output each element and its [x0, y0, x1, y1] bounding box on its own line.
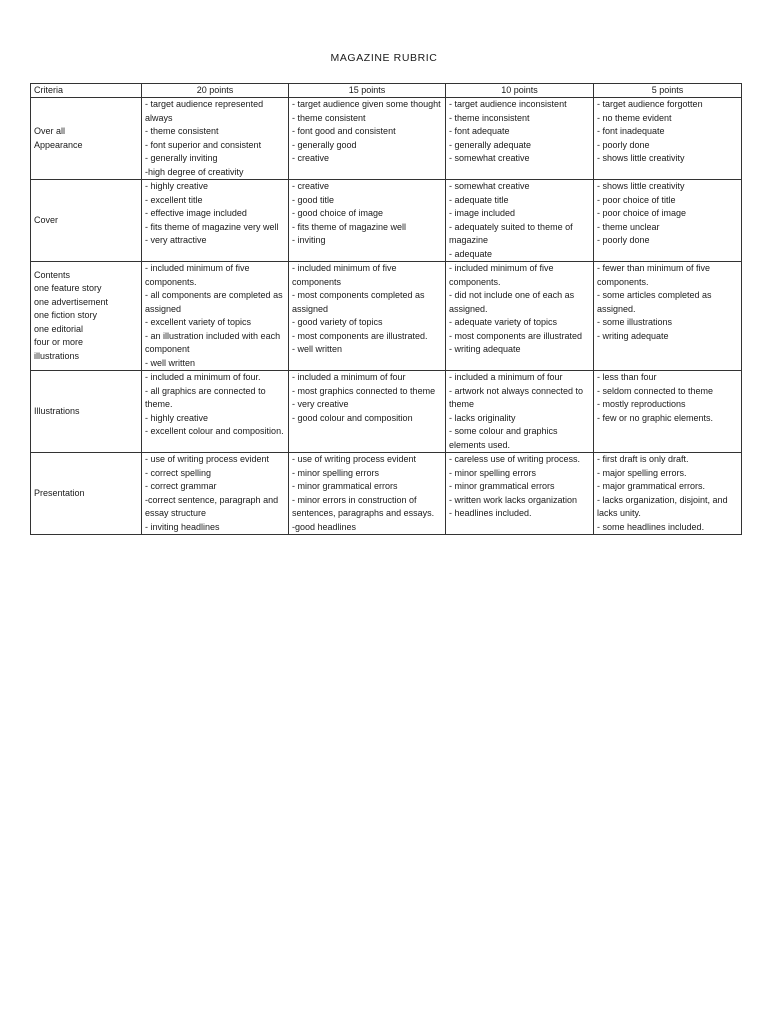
descriptor-line: - poorly done	[597, 235, 650, 245]
descriptor-line: - excellent colour and composition.	[145, 426, 284, 436]
descriptor-line: - an illustration included with each component	[145, 330, 281, 354]
score-cell-5-points	[594, 98, 742, 180]
descriptor-line: - creative	[292, 153, 330, 163]
score-cell-20-points	[142, 453, 289, 535]
criteria-line: one feature story	[34, 283, 102, 294]
descriptor-line: - good colour and composition	[292, 412, 413, 423]
descriptor-line: - some articles completed as assigned.	[597, 290, 712, 314]
descriptor-line: - most components completed as assigned	[292, 290, 425, 314]
descriptor-line: - written work lacks organization	[449, 494, 578, 505]
score-cell-5-points	[594, 453, 742, 535]
descriptor-line: - minor spelling errors	[292, 467, 380, 478]
descriptor-line: - font superior and consistent	[145, 139, 262, 150]
rubric-table	[30, 83, 742, 535]
descriptor-line: - some colour and graphics elements used.	[449, 426, 558, 450]
rubric-row-presentation	[31, 453, 742, 535]
score-cell-10-points	[446, 98, 594, 180]
descriptor-line: - writing adequate	[597, 330, 669, 341]
descriptor-line: - major spelling errors.	[597, 467, 687, 478]
descriptor-line: - lacks originality	[449, 412, 516, 423]
score-cell-10-points	[446, 453, 594, 535]
descriptor-line: - adequate title	[449, 194, 509, 205]
descriptor-line: - good choice of image	[292, 208, 384, 218]
descriptor-line: - font adequate	[449, 126, 510, 136]
column-header-15-points: 15 points	[289, 84, 446, 98]
descriptor-line: - target audience inconsistent	[449, 99, 567, 109]
criteria-line: Appearance	[34, 139, 83, 150]
rubric-row-illustrations	[31, 371, 742, 453]
descriptor-line: - seldom connected to theme	[597, 385, 714, 396]
descriptor-line: - first draft is only draft.	[597, 454, 689, 464]
criteria-line: Presentation	[34, 487, 85, 498]
descriptor-line: - use of writing process evident	[292, 454, 417, 464]
score-cell-20-points	[142, 180, 289, 262]
descriptor-line: - generally adequate	[449, 139, 532, 150]
descriptor-line: - poor choice of image	[597, 208, 687, 218]
descriptor-line: - fits theme of magazine well	[292, 221, 407, 232]
score-cell-15-points	[289, 180, 446, 262]
descriptor-line: - minor spelling errors	[449, 467, 537, 478]
criteria-line: one fiction story	[34, 310, 98, 321]
criteria-line: four or more	[34, 337, 84, 348]
descriptor-line: - theme inconsistent	[449, 112, 530, 123]
descriptor-line: - less than four	[597, 372, 657, 382]
score-cell-5-points	[594, 180, 742, 262]
descriptor-line: - fits theme of magazine very well	[145, 221, 279, 232]
score-cell-15-points	[289, 453, 446, 535]
descriptor-line: - correct spelling	[145, 467, 212, 478]
descriptor-line: - few or no graphic elements.	[597, 412, 714, 423]
descriptor-line: - careless use of writing process.	[449, 454, 581, 464]
descriptor-line: - target audience forgotten	[597, 99, 703, 109]
descriptor-line: - generally inviting	[145, 153, 218, 163]
descriptor-line: - lacks organization, disjoint, and lacks unity.	[597, 494, 728, 518]
descriptor-line: - highly creative	[145, 181, 209, 191]
criteria-cell	[31, 371, 142, 453]
descriptor-line: - included a minimum of four.	[145, 372, 261, 382]
descriptor-line: - most components are illustrated.	[292, 330, 428, 341]
descriptor-line: - target audience given some thought	[292, 99, 441, 109]
descriptor-line: - highly creative	[145, 412, 209, 423]
descriptor-line: - very creative	[292, 399, 349, 409]
descriptor-line: - poor choice of title	[597, 194, 676, 205]
descriptor-line: - correct grammar	[145, 481, 217, 491]
criteria-cell	[31, 453, 142, 535]
descriptor-line: - well written	[292, 344, 343, 354]
criteria-line: Over all	[34, 126, 66, 136]
descriptor-line: - minor grammatical errors	[292, 481, 398, 491]
descriptor-line: - adequate variety of topics	[449, 317, 558, 327]
descriptor-line: - included minimum of five components	[292, 263, 397, 287]
descriptor-line: - included minimum of five components.	[145, 263, 250, 287]
criteria-cell	[31, 180, 142, 262]
descriptor-line: -good headlines	[292, 521, 357, 532]
descriptor-line: - major grammatical errors.	[597, 481, 706, 491]
score-cell-5-points	[594, 371, 742, 453]
criteria-cell	[31, 262, 142, 371]
score-cell-20-points	[142, 371, 289, 453]
descriptor-line: - theme unclear	[597, 221, 660, 232]
score-cell-5-points	[594, 262, 742, 371]
rubric-body	[31, 98, 742, 535]
descriptor-line: - poorly done	[597, 139, 650, 150]
descriptor-line: - excellent title	[145, 194, 203, 205]
descriptor-line: -correct sentence, paragraph and essay structure	[145, 494, 279, 518]
criteria-line: Illustrations	[34, 405, 80, 416]
descriptor-line: - included minimum of five components.	[449, 263, 554, 287]
criteria-line: Contents	[34, 269, 71, 280]
page-title: MAGAZINE RUBRIC	[330, 52, 438, 64]
score-cell-20-points	[142, 262, 289, 371]
descriptor-line: - all graphics are connected to theme.	[145, 385, 266, 409]
score-cell-15-points	[289, 98, 446, 180]
descriptor-line: - mostly reproductions	[597, 399, 686, 409]
score-cell-15-points	[289, 262, 446, 371]
descriptor-line: - theme consistent	[145, 126, 219, 136]
criteria-line: illustrations	[34, 350, 80, 361]
header-row	[31, 84, 742, 98]
column-header-20-points: 20 points	[142, 84, 289, 98]
score-cell-10-points	[446, 371, 594, 453]
score-cell-20-points	[142, 98, 289, 180]
descriptor-line: - did not include one of each as assigned.	[449, 290, 575, 314]
descriptor-line: - generally good	[292, 139, 357, 150]
descriptor-line: - most graphics connected to theme	[292, 385, 436, 396]
criteria-cell	[31, 98, 142, 180]
descriptor-line: - font inadequate	[597, 126, 665, 136]
descriptor-line: - image included	[449, 208, 516, 218]
descriptor-line: - somewhat creative	[449, 181, 530, 191]
column-header-criteria: Criteria	[31, 84, 142, 98]
criteria-line: one editorial	[34, 323, 84, 334]
descriptor-line: - effective image included	[145, 208, 247, 218]
descriptor-line: - very attractive	[145, 235, 207, 245]
score-cell-15-points	[289, 371, 446, 453]
descriptor-line: - some illustrations	[597, 317, 673, 327]
descriptor-line: - shows little creativity	[597, 181, 685, 191]
descriptor-line: - some headlines included.	[597, 521, 705, 532]
column-header-5-points: 5 points	[594, 84, 742, 98]
descriptor-line: - target audience represented always	[145, 99, 264, 123]
descriptor-line: - included a minimum of four	[292, 372, 406, 382]
rubric-row-overall-appearance	[31, 98, 742, 180]
descriptor-line: - most components are illustrated	[449, 330, 583, 341]
score-cell-10-points	[446, 180, 594, 262]
rubric-row-contents	[31, 262, 742, 371]
descriptor-line: - artwork not always connected to theme	[449, 385, 584, 409]
descriptor-line: - theme consistent	[292, 112, 366, 123]
descriptor-line: - minor errors in construction of sentences, paragraphs and essays.	[292, 494, 435, 518]
descriptor-line: - well written	[145, 357, 196, 368]
descriptor-line: - excellent variety of topics	[145, 317, 252, 327]
column-header-10-points: 10 points	[446, 84, 594, 98]
descriptor-line: - inviting headlines	[145, 521, 220, 532]
descriptor-line: - shows little creativity	[597, 153, 685, 163]
descriptor-line: - headlines included.	[449, 508, 532, 518]
descriptor-line: - minor grammatical errors	[449, 481, 555, 491]
descriptor-line: - adequate	[449, 248, 493, 259]
descriptor-line: - font good and consistent	[292, 126, 396, 136]
descriptor-line: - adequately suited to theme of magazine	[449, 221, 573, 245]
descriptor-line: - no theme evident	[597, 112, 672, 123]
descriptor-line: - all components are completed as assigned	[145, 290, 283, 314]
descriptor-line: - use of writing process evident	[145, 454, 270, 464]
criteria-line: one advertisement	[34, 296, 109, 307]
descriptor-line: - inviting	[292, 235, 326, 245]
descriptor-line: - good title	[292, 194, 335, 205]
descriptor-line: -high degree of creativity	[145, 166, 244, 177]
rubric-row-cover	[31, 180, 742, 262]
descriptor-line: - somewhat creative	[449, 153, 530, 163]
descriptor-line: - writing adequate	[449, 344, 521, 354]
descriptor-line: - included a minimum of four	[449, 372, 563, 382]
descriptor-line: - fewer than minimum of five components.	[597, 263, 711, 287]
criteria-line: Cover	[34, 214, 59, 225]
descriptor-line: - creative	[292, 181, 330, 191]
descriptor-line: - good variety of topics	[292, 317, 383, 327]
score-cell-10-points	[446, 262, 594, 371]
